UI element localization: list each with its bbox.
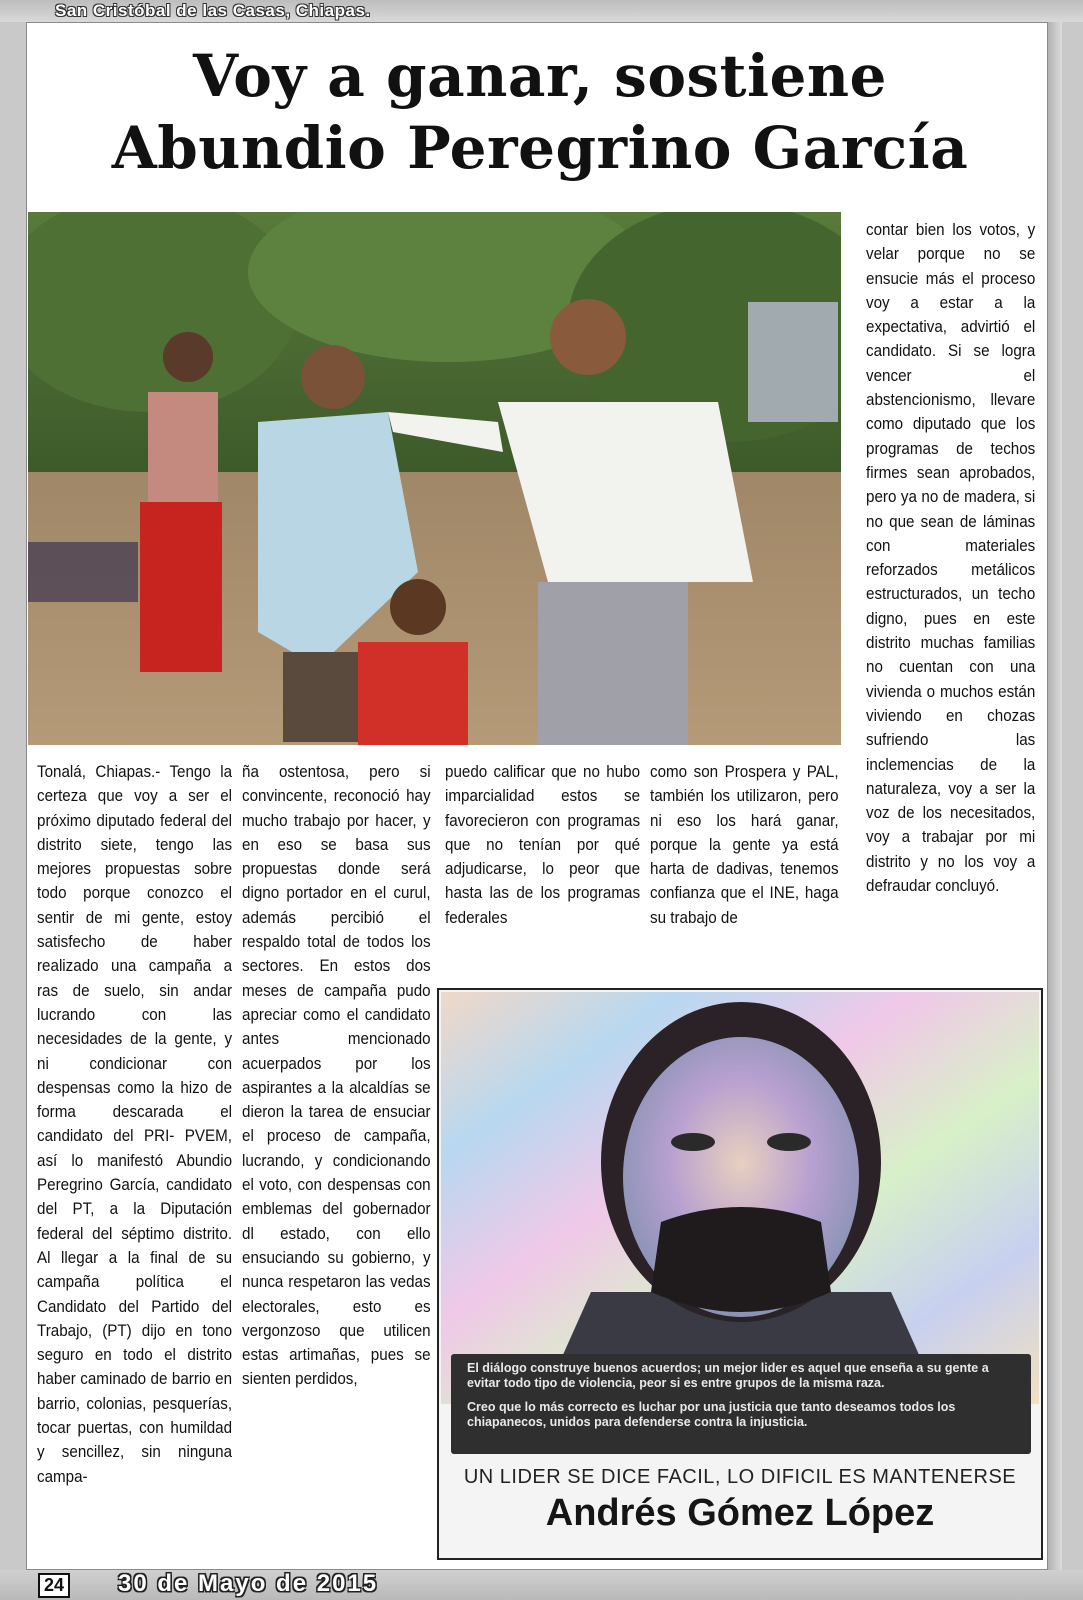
headline-line-2: Abundio Peregrino García [111,114,969,182]
ad-quote-box [451,1354,1031,1454]
location-label: San Cristóbal de las Casas, Chiapas. [55,1,371,20]
advertisement [437,988,1043,1560]
headline-line-1: Voy a ganar, sostiene [193,42,887,110]
ad-quote-1: El diálogo construye buenos acuerdos; un mejor lider es aquel que enseña a su gente a evitar todo tipo de violencia, peor si es entre grupos de la misma raza. [467,1361,989,1390]
page-number: 24 [38,1573,70,1598]
ad-slogan: UN LIDER SE DICE FACIL, LO DIFICIL ES MANTENERSE [463,1466,1017,1488]
article-column-2: ña ostentosa, pero si convincente, reconoció hay mucho trabajo por hacer, y en eso se basa sus propuestas donde será digno portador en el curul, además percibió el respaldo total de todos los sectores. En estos dos meses de campaña pudo apreciar como el candidato antes mencionado acuerpados por los aspirantes a la alcaldías se dieron la tarea de ensuciar el proceso de campaña, lucrando, y condicionando el voto, con despensas con emblemas del gobernador dl estado, con ello ensuciando su gobierno, y nunca respetaron las vedas electorales, esto es vergonzoso que utilicen estas artimañas, pues se sienten perdidos, [242,763,431,1389]
article-column-1: Tonalá, Chiapas.- Tengo la certeza que voy a ser el próximo diputado federal del distrito siete, tengo las mejores propuestas sobre todo porque conozco el sentir de mi gente, estoy satisfecho de haber realizado una campaña a ras de suelo, sin andar lucrando con las necesidades de la gente, y ni condicionar con despensas como la hizo de forma descarada el candidato del PRI- PVEM, así lo manifestó Abundio Peregrino García, candidato del PT, a la Diputación federal del séptimo distrito. Al llegar a la final de su campaña política el Candidato del Partido del Trabajo, (PT) dijo en tono seguro en todo el distrito haber caminado de barrio en barrio, colonias, pesquerías, tocar puertas, con humildad y sencillez, sin ninguna campa- [37,763,233,1486]
ad-portrait-illustration [441,992,1039,1404]
campaign-photo [28,212,841,745]
issue-date: 30 de Mayo de 2015 [118,1570,379,1597]
article-column-5: contar bien los votos, y velar porque no se ensucie más el proceso voy a estar a la expectativa, advirtió el candidato. Si se logra vencer el abstencionismo, llevare como diputado que los programas de techos firmes sean aprobados, pero ya no de madera, si no que sean de láminas con materiales reforzados metálicos estructurados, un techo digno, pues en este distrito muchas familias no cuentan con una vivienda o muchos están viviendo en chozas sufriendo las inclemencias de la naturaleza, voy a ser la voz de los necesitados, voy a trabajar por mi distrito y no los voy a defraudar concluyó. [866,221,1036,896]
headline [40,40,1040,184]
ad-portrait [441,992,1039,1404]
campaign-photo-illustration [28,212,841,745]
article-column-3: puedo calificar que no hubo imparcialidad estos se favorecieron con programas que no tenían por qué adjudicarse, lo peor que hasta las de los programas federales [445,763,641,927]
article-column-4: como son Prospera y PAL, también los utilizaron, pero ni eso los hará ganar, porque la gente ya está harta de dadivas, tenemos confianza que el INE, haga su trabajo de [650,763,839,927]
ad-quote-2: Creo que lo más correcto es luchar por una justicia que tanto deseamos todos los chiapanecos, unidos para defenderse contra la injusticia. [467,1400,956,1429]
ad-candidate-name: Andrés Gómez López [545,1492,935,1534]
